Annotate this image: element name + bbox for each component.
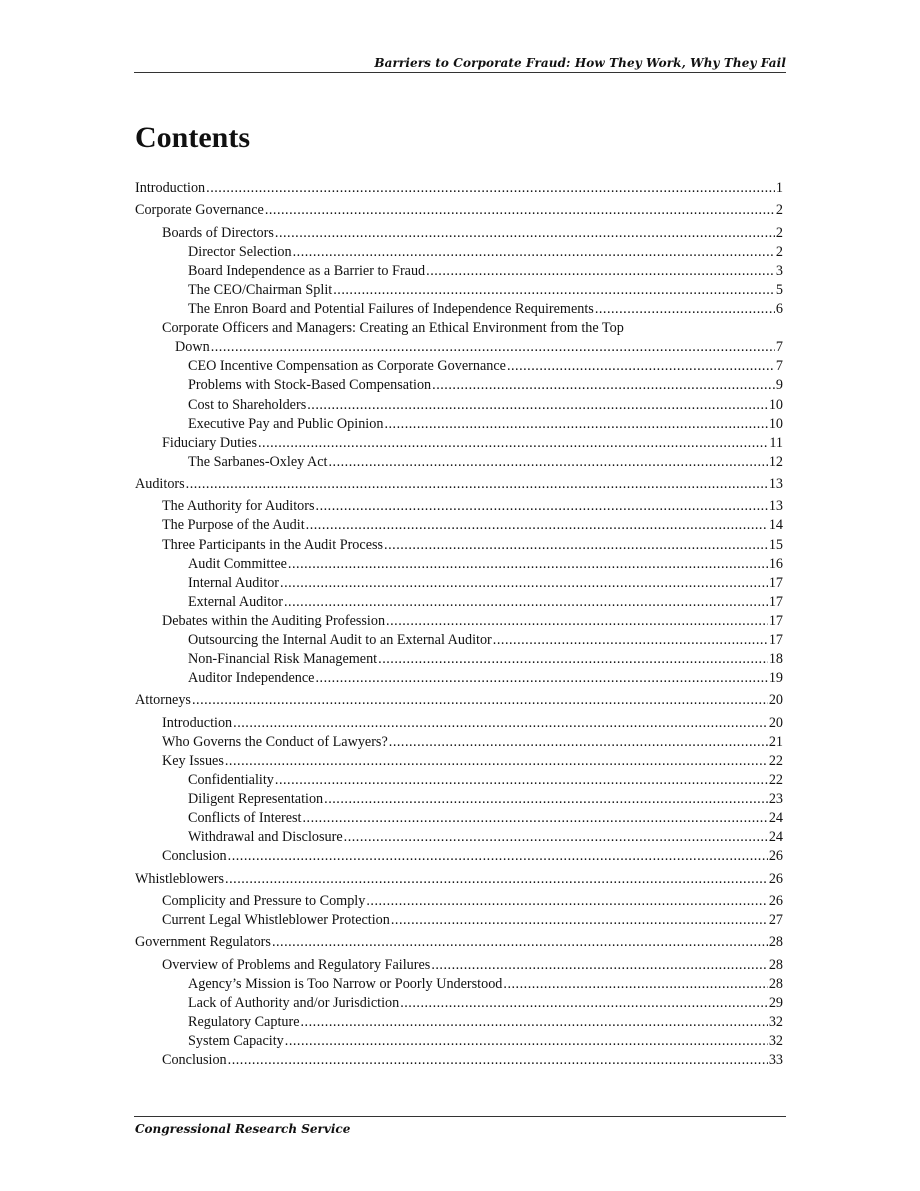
- dot-leader: [391, 912, 768, 929]
- toc-entry-title: Fiduciary Duties: [162, 434, 257, 451]
- dot-leader: [211, 339, 775, 356]
- toc-page-number: 2: [775, 243, 783, 260]
- toc-page-number: 17: [768, 612, 783, 629]
- toc-entry-title: Three Participants in the Audit Process: [162, 536, 384, 553]
- toc-entry[interactable]: [135, 630, 783, 649]
- dot-leader: [328, 454, 767, 471]
- dot-leader: [302, 810, 767, 827]
- dot-leader: [344, 829, 768, 846]
- toc-entry[interactable]: [135, 433, 783, 452]
- toc-entry[interactable]: [135, 515, 783, 534]
- footer-text: Congressional Research Service: [135, 1122, 351, 1136]
- toc-entry-title: CEO Incentive Compensation as Corporate Governance: [188, 358, 506, 375]
- dot-leader: [206, 180, 775, 197]
- toc-page-number: 26: [768, 892, 783, 909]
- dot-leader: [288, 556, 768, 573]
- toc-entry[interactable]: [135, 1012, 783, 1031]
- toc-entry-title: Audit Committee: [188, 555, 287, 572]
- toc-entry[interactable]: [135, 668, 783, 687]
- toc-page-number: 20: [768, 714, 783, 731]
- toc-entry-title: Auditor Independence: [188, 670, 315, 687]
- toc-page-number: 32: [768, 1033, 783, 1049]
- toc-entry[interactable]: [135, 993, 783, 1012]
- toc-page-number: 13: [768, 476, 783, 493]
- toc-entry[interactable]: [135, 280, 783, 299]
- toc-entry-title: Government Regulators: [135, 934, 271, 951]
- toc-page-number: 2: [775, 224, 783, 241]
- toc-entry-title: Lack of Authority and/or Jurisdiction: [188, 994, 400, 1011]
- toc-entry-title: Current Legal Whistleblower Protection: [162, 912, 390, 929]
- toc-entry[interactable]: [135, 375, 783, 394]
- dot-leader: [228, 848, 768, 865]
- toc-entry-title: Non-Financial Risk Management: [188, 651, 378, 668]
- toc-entry-title: Debates within the Auditing Profession: [162, 612, 386, 629]
- toc-entry-title: Board Independence as a Barrier to Fraud: [188, 262, 426, 279]
- toc-entry[interactable]: [135, 554, 783, 573]
- dot-leader: [228, 1052, 768, 1069]
- header-title: Barriers to Corporate Fraud: How They Work, Why They Fail: [374, 56, 786, 70]
- toc-page-number: 22: [768, 772, 783, 789]
- dot-leader: [333, 282, 775, 299]
- toc-entry[interactable]: [135, 932, 783, 951]
- toc-page-number: 32: [768, 1013, 783, 1030]
- toc-page-number: 26: [768, 870, 783, 887]
- toc-entry-title: The CEO/Chairman Split: [188, 281, 333, 298]
- dot-leader: [293, 244, 775, 261]
- dot-leader: [280, 575, 768, 592]
- toc-entry[interactable]: [135, 789, 783, 808]
- dot-leader: [192, 692, 768, 709]
- toc-page-number: 28: [768, 934, 783, 951]
- toc-entry[interactable]: [135, 955, 783, 974]
- toc-entry-title: System Capacity: [188, 1033, 284, 1049]
- toc-entry-title: Attorneys: [135, 692, 191, 709]
- toc-page-number: 17: [768, 632, 783, 648]
- table-of-contents: [135, 178, 783, 1069]
- dot-leader: [378, 651, 768, 668]
- toc-entry[interactable]: [135, 474, 783, 493]
- toc-entry-title: Corporate Officers and Managers: Creating an Ethical Environment from the Top: [162, 320, 624, 337]
- toc-page-number: 26: [768, 848, 783, 865]
- toc-page-number: 16: [768, 555, 783, 572]
- dot-leader: [507, 358, 775, 375]
- toc-entry-title: Regulatory Capture: [188, 1013, 300, 1030]
- toc-entry[interactable]: [135, 242, 783, 261]
- dot-leader: [258, 435, 768, 452]
- toc-entry-title: Key Issues: [162, 752, 224, 769]
- dot-leader: [284, 594, 768, 611]
- toc-page-number: 20: [768, 692, 783, 709]
- toc-entry[interactable]: [135, 223, 783, 242]
- toc-entry[interactable]: [135, 690, 783, 709]
- toc-page-number: 11: [769, 434, 783, 451]
- dot-leader: [186, 476, 768, 493]
- toc-entry-title: Confidentiality: [188, 772, 274, 789]
- toc-page-number: 17: [768, 593, 783, 610]
- dot-leader: [265, 202, 775, 219]
- toc-page-number: 28: [768, 956, 783, 973]
- dot-leader: [493, 632, 768, 649]
- toc-entry-title: Introduction: [162, 714, 233, 731]
- toc-entry-title: Whistleblowers: [135, 870, 225, 887]
- toc-entry-title: Introduction: [135, 180, 206, 197]
- dot-leader: [431, 957, 767, 974]
- dot-leader: [275, 772, 768, 789]
- dot-leader: [384, 416, 767, 433]
- running-footer: [134, 1116, 786, 1136]
- dot-leader: [595, 301, 775, 318]
- toc-entry[interactable]: [135, 910, 783, 929]
- toc-page-number: 10: [768, 396, 783, 413]
- toc-entry[interactable]: [135, 318, 783, 337]
- dot-leader: [306, 517, 768, 534]
- toc-entry-title: Boards of Directors: [162, 224, 274, 241]
- toc-page-number: 18: [768, 651, 783, 668]
- dot-leader: [307, 397, 768, 414]
- toc-page-number: 13: [768, 498, 783, 515]
- dot-leader: [225, 753, 768, 770]
- toc-page-number: 22: [768, 752, 783, 769]
- toc-entry-title: Conflicts of Interest: [188, 810, 302, 827]
- toc-page-number: 3: [775, 262, 783, 279]
- toc-entry-title: External Auditor: [188, 593, 283, 610]
- toc-entry-title: Withdrawal and Disclosure: [188, 829, 343, 846]
- toc-entry[interactable]: [135, 592, 783, 611]
- toc-page-number: 23: [768, 791, 783, 808]
- toc-entry-title: Internal Auditor: [188, 574, 280, 591]
- toc-page-number: 28: [768, 975, 783, 992]
- toc-entry-title: The Sarbanes-Oxley Act: [188, 453, 328, 470]
- toc-page-number: 7: [775, 358, 783, 375]
- dot-leader: [389, 734, 768, 751]
- toc-entry[interactable]: [135, 1031, 783, 1050]
- dot-leader: [285, 1033, 768, 1050]
- toc-entry-title: Outsourcing the Internal Audit to an External Auditor: [188, 632, 492, 648]
- toc-entry[interactable]: [135, 1050, 783, 1069]
- toc-entry-title: The Authority for Auditors: [162, 498, 315, 515]
- toc-page-number: 21: [768, 733, 783, 750]
- toc-entry[interactable]: [135, 713, 783, 732]
- dot-leader: [324, 791, 768, 808]
- toc-page-number: 33: [768, 1052, 783, 1069]
- toc-entry[interactable]: [135, 534, 783, 553]
- toc-entry-title: Executive Pay and Public Opinion: [188, 415, 384, 432]
- toc-entry-title: Agency’s Mission is Too Narrow or Poorly Understood: [188, 975, 503, 992]
- dot-leader: [315, 670, 767, 687]
- dot-leader: [225, 871, 768, 888]
- toc-entry-title: Conclusion: [162, 1052, 227, 1069]
- dot-leader: [301, 1014, 768, 1031]
- toc-entry[interactable]: [135, 974, 783, 993]
- toc-entry[interactable]: [135, 891, 783, 910]
- toc-entry-title: Cost to Shareholders: [188, 396, 307, 413]
- toc-entry[interactable]: [135, 827, 783, 846]
- toc-page-number: 6: [775, 301, 783, 318]
- toc-entry[interactable]: [135, 732, 783, 751]
- toc-entry[interactable]: [135, 770, 783, 789]
- toc-entry[interactable]: [135, 414, 783, 433]
- dot-leader: [503, 976, 767, 993]
- toc-page-number: 24: [768, 810, 783, 827]
- toc-entry[interactable]: [135, 394, 783, 413]
- dot-leader: [384, 537, 768, 554]
- toc-entry[interactable]: [135, 649, 783, 668]
- dot-leader: [366, 893, 767, 910]
- toc-entry-title: Conclusion: [162, 848, 227, 865]
- toc-page-number: 24: [768, 829, 783, 846]
- toc-entry-title: Director Selection: [188, 243, 292, 260]
- toc-page-number: 2: [775, 202, 783, 219]
- toc-entry[interactable]: [135, 751, 783, 770]
- running-header: [134, 54, 786, 73]
- toc-entry[interactable]: [135, 200, 783, 219]
- toc-entry[interactable]: [135, 452, 783, 471]
- toc-entry-title: Who Governs the Conduct of Lawyers?: [162, 733, 388, 750]
- toc-entry[interactable]: [135, 178, 783, 197]
- dot-leader: [400, 995, 768, 1012]
- toc-page-number: 7: [775, 339, 783, 356]
- toc-page-number: 1: [775, 180, 783, 197]
- toc-entry[interactable]: [135, 356, 783, 375]
- toc-page-number: 5: [775, 281, 783, 298]
- dot-leader: [275, 225, 775, 242]
- toc-entry[interactable]: [135, 299, 783, 318]
- toc-entry-title: Diligent Representation: [188, 791, 324, 808]
- toc-entry[interactable]: [135, 846, 783, 865]
- toc-page-number: 12: [768, 453, 783, 470]
- toc-page-number: 15: [768, 536, 783, 553]
- toc-page-number: 29: [768, 994, 783, 1011]
- dot-leader: [432, 377, 775, 394]
- toc-entry[interactable]: [135, 337, 783, 356]
- toc-entry-title: The Enron Board and Potential Failures of Independence Requirements: [188, 301, 594, 318]
- toc-entry[interactable]: [135, 611, 783, 630]
- toc-entry-title: Down: [175, 339, 210, 356]
- toc-page-number: 10: [768, 415, 783, 432]
- toc-entry[interactable]: [135, 573, 783, 592]
- toc-entry-title: Complicity and Pressure to Comply: [162, 892, 366, 909]
- toc-page-number: 17: [768, 574, 783, 591]
- dot-leader: [272, 934, 768, 951]
- toc-entry-title: Problems with Stock-Based Compensation: [188, 377, 432, 394]
- toc-page-number: 9: [775, 377, 783, 394]
- toc-entry-title: The Purpose of the Audit: [162, 517, 305, 534]
- dot-leader: [386, 613, 768, 630]
- toc-entry-title: Auditors: [135, 476, 185, 493]
- dot-leader: [426, 263, 775, 280]
- dot-leader: [316, 498, 768, 515]
- toc-entry-title: Overview of Problems and Regulatory Failures: [162, 956, 431, 973]
- toc-entry[interactable]: [135, 808, 783, 827]
- page-title: Contents: [135, 121, 251, 154]
- dot-leader: [233, 715, 768, 732]
- toc-entry[interactable]: [135, 496, 783, 515]
- toc-page-number: 27: [768, 912, 783, 929]
- toc-page-number: 19: [768, 670, 783, 687]
- toc-entry-title: Corporate Governance: [135, 202, 264, 219]
- toc-entry[interactable]: [135, 261, 783, 280]
- toc-entry[interactable]: [135, 869, 783, 888]
- toc-page-number: 14: [768, 517, 783, 534]
